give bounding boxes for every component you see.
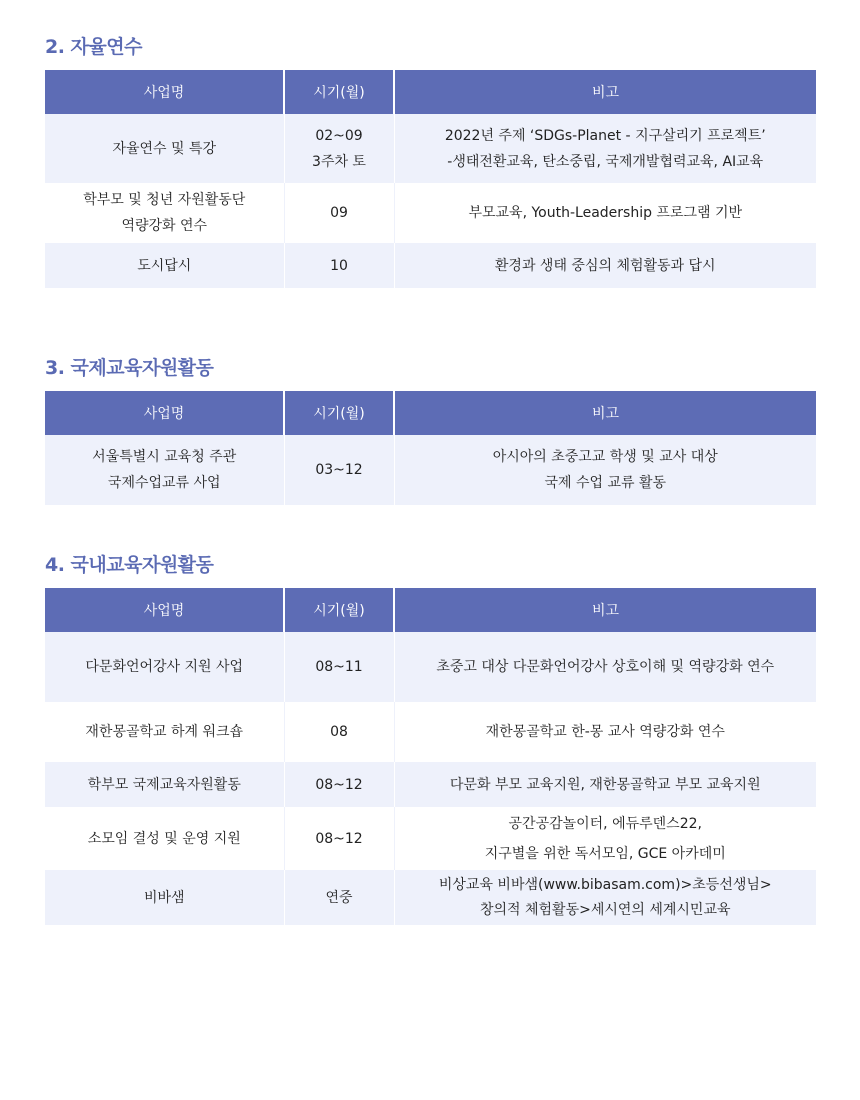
note-line: 공간공감놀이터, 에듀루덴스22, <box>508 815 702 832</box>
period-line: 3주차 토 <box>312 153 366 170</box>
program-name: 국제수업교류 사업 <box>107 475 221 491</box>
header-program-name: 사업명 <box>45 70 284 114</box>
program-name-cell <box>45 702 284 762</box>
note-line: 창의적 체험활동>세시연의 세계시민교육 <box>479 901 731 918</box>
program-name-cell <box>45 870 284 925</box>
note-line: 비상교육 비바샘(www.bibasam.com)>초등선생님> <box>438 876 772 893</box>
table-row <box>45 702 816 762</box>
note-line: 초중고 대상 다문화언어강사 상호이해 및 역량강화 연수 <box>436 659 775 675</box>
period-line: 연중 <box>325 889 353 906</box>
header-period: 시기(월) <box>284 70 394 114</box>
section-international-volunteer <box>45 356 816 505</box>
header-period: 시기(월) <box>284 588 394 632</box>
program-name: 자율연수 및 특강 <box>112 140 217 157</box>
table-row <box>45 435 816 505</box>
section-title: 4. 국내교육자원활동 <box>45 554 214 576</box>
table-row <box>45 243 816 288</box>
table-row <box>45 870 816 925</box>
note-cell <box>394 183 816 243</box>
program-name: 역량강화 연수 <box>121 218 208 234</box>
period-line: 08~12 <box>315 776 363 793</box>
program-name-cell <box>45 762 284 807</box>
note-line: 부모교육, Youth-Leadership 프로그램 기반 <box>468 205 743 221</box>
note-line: 재한몽골학교 한-몽 교사 역량강화 연수 <box>485 724 725 740</box>
note-cell <box>394 702 816 762</box>
period-line: 03~12 <box>315 462 363 478</box>
period-cell <box>284 762 394 807</box>
program-table <box>45 391 816 505</box>
program-name-cell <box>45 632 284 702</box>
program-name: 학부모 및 청년 자원활동단 <box>83 192 246 208</box>
header-program-name: 사업명 <box>45 588 284 632</box>
program-name: 비바샘 <box>143 889 185 906</box>
program-table <box>45 588 816 925</box>
period-cell <box>284 807 394 870</box>
period-line: 09 <box>330 205 348 221</box>
note-cell <box>394 243 816 288</box>
note-line: -생태전환교육, 탄소중립, 국제개발협력교육, AI교육 <box>447 153 764 170</box>
program-name-cell <box>45 807 284 870</box>
table-row <box>45 183 816 243</box>
period-cell <box>284 435 394 505</box>
note-cell <box>394 807 816 870</box>
section-domestic-volunteer <box>45 553 816 925</box>
period-line: 08 <box>330 724 348 740</box>
table-row <box>45 762 816 807</box>
program-table <box>45 70 816 288</box>
table-row <box>45 632 816 702</box>
table-row <box>45 114 816 183</box>
note-line: 환경과 생태 중심의 체험활동과 답시 <box>494 257 716 274</box>
period-cell <box>284 243 394 288</box>
note-cell <box>394 632 816 702</box>
note-line: 다문화 부모 교육지원, 재한몽골학교 부모 교육지원 <box>449 776 761 793</box>
period-line: 02~09 <box>315 127 363 144</box>
program-name: 도시답시 <box>137 257 192 274</box>
period-line: 10 <box>330 257 348 274</box>
header-note: 비고 <box>394 70 816 114</box>
section-title: 3. 국제교육자원활동 <box>45 357 214 379</box>
program-name: 다문화언어강사 지원 사업 <box>85 659 244 675</box>
period-line: 08~11 <box>315 659 363 675</box>
program-name: 학부모 국제교육자원활동 <box>87 776 241 793</box>
table-header-row <box>45 391 816 435</box>
program-name-cell <box>45 183 284 243</box>
table-header-row <box>45 588 816 632</box>
table-row <box>45 807 816 870</box>
program-name: 소모임 결성 및 운영 지원 <box>87 830 241 847</box>
note-line: 아시아의 초중고교 학생 및 교사 대상 <box>492 449 718 465</box>
period-line: 08~12 <box>315 830 363 847</box>
header-period: 시기(월) <box>284 391 394 435</box>
program-name: 재한몽골학교 하계 워크숍 <box>85 724 244 740</box>
period-cell <box>284 114 394 183</box>
note-line: 지구별을 위한 독서모임, GCE 아카데미 <box>484 845 726 862</box>
note-cell <box>394 762 816 807</box>
program-name-cell <box>45 243 284 288</box>
table-header-row <box>45 70 816 114</box>
header-note: 비고 <box>394 588 816 632</box>
note-line: 국제 수업 교류 활동 <box>544 475 667 491</box>
note-cell <box>394 114 816 183</box>
program-name-cell <box>45 435 284 505</box>
header-program-name: 사업명 <box>45 391 284 435</box>
period-cell <box>284 870 394 925</box>
note-line: 2022년 주제 ‘SDGs-Planet - 지구살리기 프로젝트’ <box>444 127 766 144</box>
section-self-training <box>45 35 816 288</box>
program-name: 서울특별시 교육청 주관 <box>92 449 237 465</box>
section-title: 2. 자율연수 <box>45 36 142 58</box>
program-name-cell <box>45 114 284 183</box>
header-note: 비고 <box>394 391 816 435</box>
period-cell <box>284 702 394 762</box>
note-cell <box>394 435 816 505</box>
period-cell <box>284 183 394 243</box>
note-cell <box>394 870 816 925</box>
period-cell <box>284 632 394 702</box>
